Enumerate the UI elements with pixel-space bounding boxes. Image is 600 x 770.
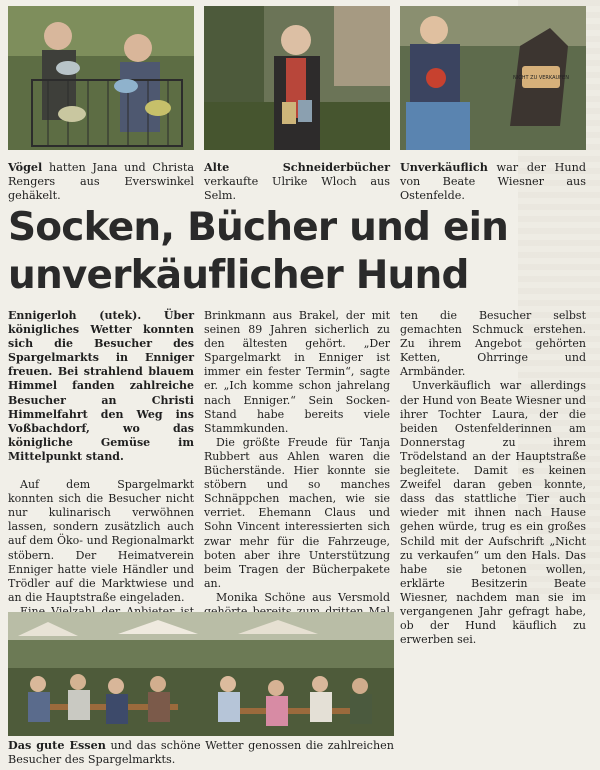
caption-bold: Vögel (8, 160, 43, 174)
article-paragraph: Unverkäuflich war allerdings der Hund von Beate Wiesner und ihrer Tochter Laura, der die beiden Ostenfelderinnen am Donnerstag zu ihrem Trödelstand an der Hauptstraße begleitete. Damit es keinen Zweifel daran geben konnte, dass das stattliche Tier auch wieder mit ihnen nach Hause gehen würde, trug es ein großes Schild mit der Aufschrift „Nicht zu verkaufen“ um den Hals. Das habe sie betonen wollen, erklärte Besitzerin Beate Wiesner, nachdem man sie im vergangenen Jahr gefragt habe, ob der Hund käuflich zu erwerben sei. (400, 379, 586, 647)
dog-sign-text: NICHT ZU VERKAUFEN (513, 75, 569, 81)
article-lead: Ennigerloh (utek). Über königliches Wetter konnten sich die Besucher des Spargelmarkts in Enniger freuen. Bei strahlend blauem Himmel fanden zahlreiche Besucher an Christi Himmelfahrt den Weg ins Voßbachdorf, wo das königliche Gemüse im Mittelpunkt stand. (8, 309, 194, 463)
caption-bold: Unverkäuflich (400, 160, 488, 174)
caption-text: verkaufte Ulrike Wloch aus Selm. (204, 175, 390, 202)
article-paragraph: Monika Schöne aus Versmold (216, 590, 390, 604)
caption-tailor-books (204, 160, 390, 203)
caption-bold: Alte Schneiderbücher (204, 160, 390, 174)
caption-crochet-birds (8, 160, 194, 203)
caption-text: und das schöne Wetter genossen die zahlreichen Besucher des Spargelmarkts. (8, 739, 394, 766)
article-paragraph: Die größte Freude für Tanja Rubbert aus Ahlen waren die Bücherstände. Hier konnte sie stöbern und so manches Schnäppchen machen, wie sie verriet. Ehemann Claus und Sohn Vincent interessierten sich zwar mehr für die Fahrzeuge, boten aber ihre Unterstützung beim Tragen der Bücherpakete an. (204, 435, 390, 590)
article-column-3 (400, 309, 586, 647)
article-column-1 (8, 309, 194, 647)
caption-text: war der Hund von Beate Wiesner aus Ostenfelde. (400, 161, 586, 202)
photo-dog-not-for-sale (400, 6, 586, 150)
article-headline: Socken, Bücher und ein unverkäuflicher Hund (8, 205, 509, 298)
article-paragraph: Brinkmann aus Brakel, der mit seinen 89 Jahren sicherlich zu den ältesten gehört. „Der Spargelmarkt in Enniger ist immer ein fester Termin“, sagte er. „Ich komme schon jahrelang nach Enniger.“ Sein Socken-Stand habe bereits viele Stammkunden. (204, 309, 390, 435)
photo-market-crowd (8, 612, 394, 736)
article-paragraph: ten die Besucher selbst gemachten Schmuck erstehen. Zu ihrem Angebot gehörten Ketten, Ohrringe und Armbänder. (400, 309, 586, 379)
article-column-2 (204, 309, 390, 661)
caption-bold: Das gute Essen (8, 738, 106, 752)
caption-market-crowd (8, 738, 394, 767)
photo-tailor-books (204, 6, 390, 150)
article-paragraph: Auf dem Spargelmarkt konnten sich die Besucher nicht nur kulinarisch verwöhnen lassen, sondern zusätzlich auch auf dem Öko- und Regionalmarkt stöbern. Der Heimatverein Enniger hatte viele Händler und Trödler auf die Marktwiese und an die Hauptstraße eingeladen. (8, 478, 194, 604)
caption-text: hatten Jana und Christa Rengers aus Everswinkel gehäkelt. (8, 161, 194, 202)
caption-dog-not-for-sale (400, 160, 586, 203)
photo-crochet-birds (8, 6, 194, 150)
